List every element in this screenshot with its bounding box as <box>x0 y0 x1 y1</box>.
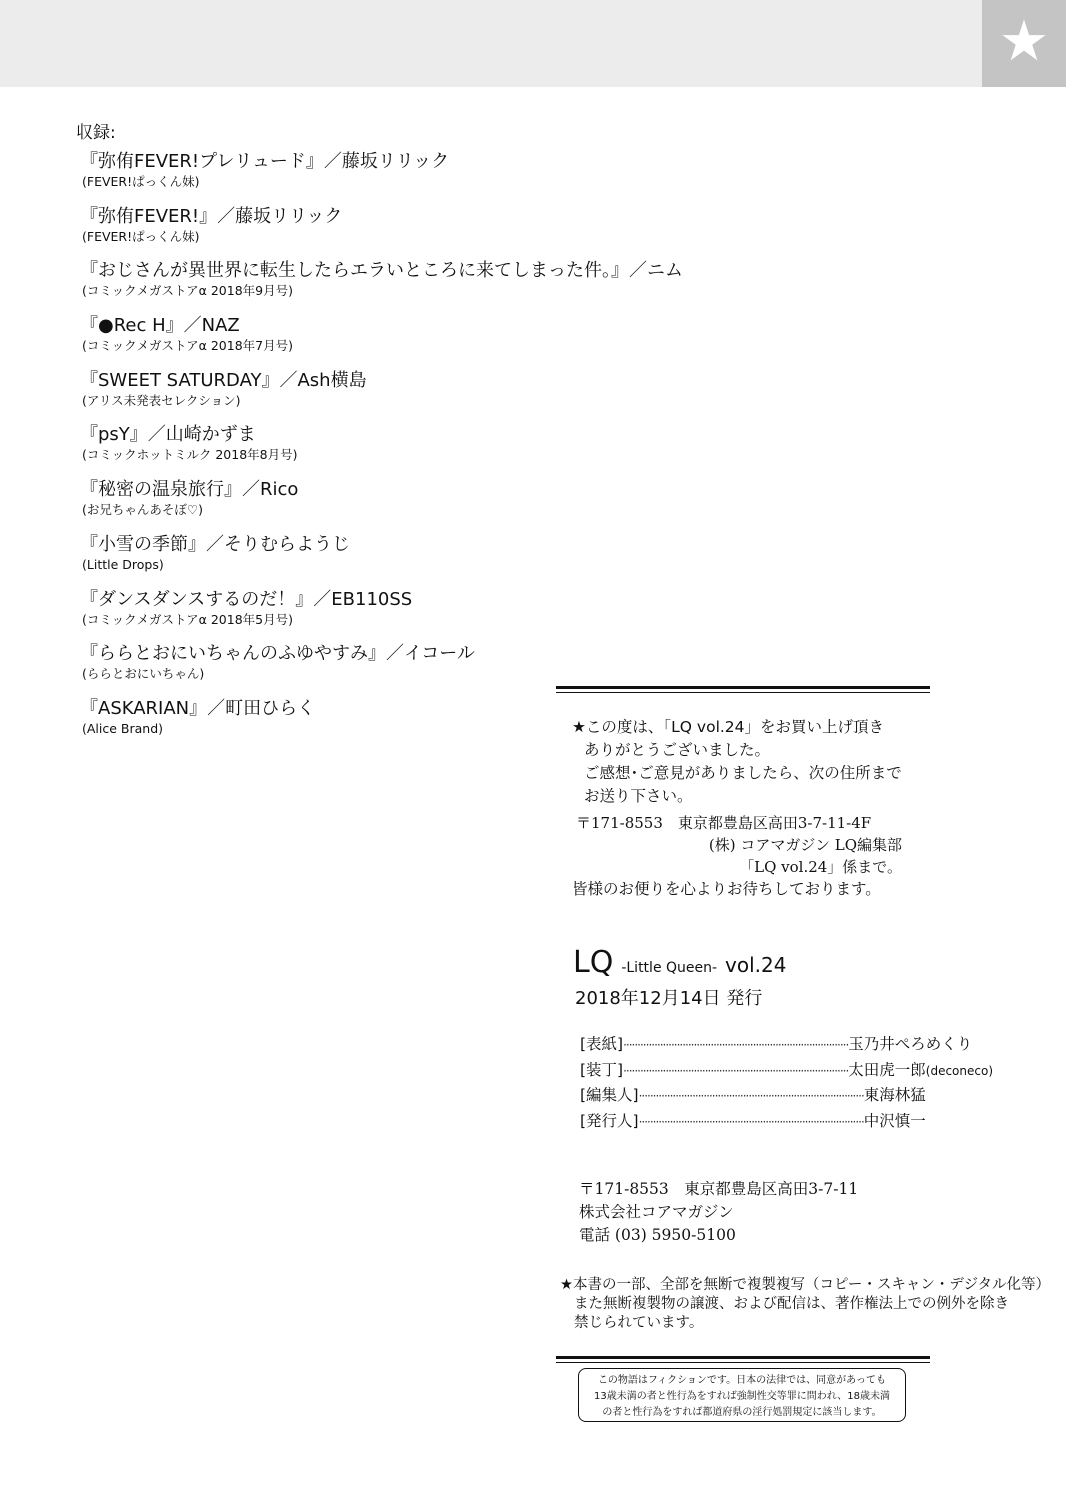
contents-entry <box>80 259 720 314</box>
address-line: (株) コアマガジン LQ編集部 <box>708 836 902 854</box>
star-icon: ★ <box>998 9 1050 74</box>
credit-role: [装丁] <box>580 1060 624 1079</box>
thanks-line: ご感想･ご意見がありましたら、次の住所まで <box>584 764 902 782</box>
contents-entry <box>80 205 720 260</box>
disclaimer-line: この物語はフィクションです。日本の法律では、同意があっても <box>597 1375 887 1386</box>
entry-title: 『ららとおにいちゃんのふゆやすみ』／イコール <box>80 643 475 665</box>
entry-title: 『おじさんが異世界に転生したらエラいところに来てしまった件。』／ニム <box>80 260 683 282</box>
magazine-title: LQ <box>573 945 614 980</box>
entry-title: 『小雪の季節』／そりむらようじ <box>80 533 350 555</box>
thanks-line: お送り下さい。 <box>584 787 693 805</box>
disclaimer-line: 13歳未満の者と性行為をすれば強制性交等罪に問われ、18歳未満 <box>593 1391 891 1402</box>
divider-top-thin <box>556 692 930 693</box>
entry-source: (コミックメガストアα 2018年9月号) <box>82 283 293 299</box>
divider-top <box>556 686 930 689</box>
publisher-info <box>579 1178 858 1247</box>
notice-line: 禁じられています。 <box>574 1315 704 1331</box>
contents-entry <box>80 369 720 424</box>
divider-bottom-thin <box>556 1362 930 1363</box>
fiction-disclaimer <box>578 1368 906 1422</box>
credit-leader-dots: ················································································ <box>623 1038 849 1052</box>
contents-entry <box>80 314 720 369</box>
contents-list <box>80 150 720 752</box>
credit-leader-dots: ················································································ <box>638 1114 864 1129</box>
disclaimer-line: の者と性行為をすれば都道府県の淫行処罰規定に該当します。 <box>602 1407 882 1418</box>
entry-title: 『ASKARIAN』／町田ひらく <box>80 697 316 719</box>
divider-bottom <box>556 1356 930 1359</box>
entry-title: 『SWEET SATURDAY』／Ash横島 <box>80 369 367 391</box>
publication-date: 2018年12月14日 発行 <box>575 988 763 1009</box>
contents-heading: 収録: <box>76 123 116 143</box>
address-line: 「LQ vol.24」係まで。 <box>739 858 902 876</box>
entry-source: (FEVER!ぱっくん妹) <box>82 228 200 244</box>
entry-title: 『●Rec H』／NAZ <box>80 315 240 337</box>
credit-row <box>580 1083 926 1109</box>
entry-source: (アリス未発表セレクション) <box>82 392 241 408</box>
credit-name: 太田虎一郎 <box>848 1060 926 1079</box>
copyright-notice <box>560 1276 1051 1333</box>
credit-leader-dots: ················································································ <box>623 1063 849 1078</box>
entry-title: 『弥侑FEVER!』／藤坂リリック <box>80 205 343 227</box>
thanks-message <box>572 716 922 808</box>
header-bar <box>0 0 982 87</box>
notice-line: ★本書の一部、全部を無断で複製複写（コピー・スキャン・デジタル化等） <box>560 1277 1051 1293</box>
address-line: 〒171-8553 東京都豊島区高田3-7-11-4F <box>576 814 872 832</box>
credits-list <box>580 1032 994 1134</box>
contents-entry <box>80 588 720 643</box>
thanks-closing: 皆様のお便りを心よりお待ちしております。 <box>572 880 881 898</box>
credit-name: 東海林猛 <box>863 1086 926 1104</box>
thanks-line: ★この度は、「LQ vol.24」をお買い上げ頂き <box>572 718 885 736</box>
publisher-address: 〒171-8553 東京都豊島区高田3-7-11 <box>579 1180 859 1198</box>
credit-row <box>580 1058 994 1084</box>
notice-line: また無断複製物の譲渡、および配信は、著作権法上での例外を除き <box>574 1296 1009 1312</box>
publisher-company: 株式会社コアマガジン <box>579 1203 734 1221</box>
entry-source: (コミックホットミルク 2018年8月号) <box>82 447 298 463</box>
credit-row <box>580 1109 926 1135</box>
credit-role: [表紙] <box>580 1035 624 1053</box>
entry-title: 『psY』／山崎かずま <box>80 424 256 446</box>
entry-source: (Little Drops) <box>82 556 164 572</box>
publication-title <box>573 943 786 983</box>
publisher-phone: 電話 (03) 5950-5100 <box>579 1226 736 1244</box>
entry-source: (FEVER!ぱっくん妹) <box>82 174 200 189</box>
contents-entry <box>80 533 720 588</box>
credit-note: (deconeco) <box>925 1063 994 1078</box>
thanks-line: ありがとうございました。 <box>584 741 771 759</box>
contents-entry <box>80 423 720 478</box>
credit-row <box>580 1032 973 1058</box>
entry-source: (お兄ちゃんあそぼ♡) <box>82 502 203 518</box>
credit-name: 中沢慎一 <box>863 1111 926 1130</box>
magazine-volume: vol.24 <box>725 953 787 977</box>
credit-role: [発行人] <box>580 1111 639 1130</box>
mailing-address <box>576 812 916 878</box>
entry-title: 『ダンスダンスするのだ！』／EB110SS <box>80 588 413 610</box>
credit-role: [編集人] <box>580 1086 639 1104</box>
magazine-subtitle: -Little Queen- <box>621 960 718 976</box>
credit-name: 玉乃井ぺろめくり <box>848 1035 973 1053</box>
entry-source: (ららとおにいちゃん) <box>82 666 205 682</box>
credit-leader-dots: ················································································ <box>638 1089 864 1103</box>
contents-entry <box>80 478 720 533</box>
entry-source: (Alice Brand) <box>82 720 164 736</box>
star-tab <box>982 0 1066 87</box>
entry-source: (コミックメガストアα 2018年5月号) <box>82 611 293 627</box>
contents-entry <box>80 150 720 205</box>
entry-source: (コミックメガストアα 2018年7月号) <box>82 338 293 354</box>
entry-title: 『弥侑FEVER!プレリュード』／藤坂リリック <box>80 151 450 172</box>
entry-title: 『秘密の温泉旅行』／Rico <box>80 479 299 501</box>
